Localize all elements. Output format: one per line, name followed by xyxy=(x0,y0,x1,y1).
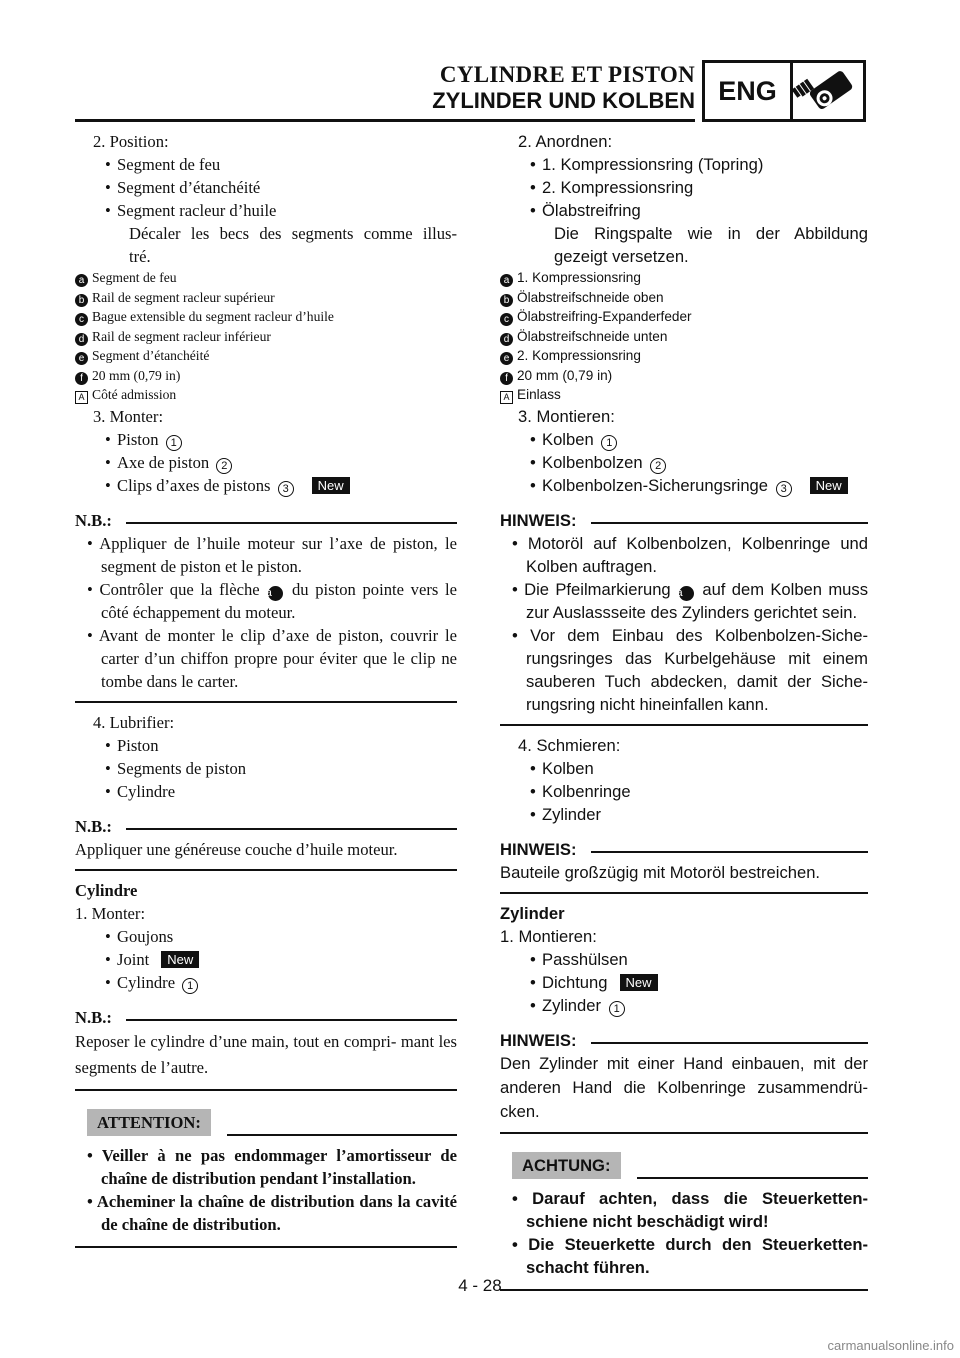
note-text: Die Pfeilmarkierung xyxy=(524,579,671,599)
legend-text: Côté admission xyxy=(92,387,177,402)
legend-text: Rail de segment racleur inférieur xyxy=(92,328,271,344)
fr-step4-title: 4. Lubrifier: xyxy=(93,712,175,732)
list-item: • Zylinder xyxy=(500,803,868,826)
list-item-text: Kolben xyxy=(542,429,594,449)
legend-item xyxy=(500,327,868,347)
note-label: HINWEIS: xyxy=(500,510,577,530)
list-item xyxy=(500,971,868,994)
list-item-text: Kolbenbolzen-Sicherungsringe xyxy=(542,475,769,495)
note-text: Motoröl auf Kolbenbolzen, Kolbenringe und Kolben auftragen. xyxy=(526,533,868,576)
list-item xyxy=(500,474,868,497)
list-item xyxy=(75,971,457,994)
legend-text: Bague extensible du segment racleur d’huile xyxy=(92,309,334,324)
list-item xyxy=(75,474,457,497)
legend-marker: b xyxy=(500,294,513,307)
callout-3: 3 xyxy=(776,481,792,497)
legend-text: 2. Kompressionsring xyxy=(517,348,641,363)
de-note-item: • Die Pfeilmarkierung a auf dem Kolben muss zur Auslassseite des Zylinders gerichtet sein. xyxy=(512,579,868,622)
note-label: N.B.: xyxy=(75,1007,112,1027)
list-item: • Ölabstreifring xyxy=(500,199,868,222)
legend-item xyxy=(75,327,457,347)
de-cyl-step1-title: 1. Montieren: xyxy=(500,926,597,946)
note-rule xyxy=(591,851,868,853)
legend-item xyxy=(75,346,457,366)
attention-rule xyxy=(227,1134,457,1136)
header-rule xyxy=(75,119,695,122)
header-title-de: ZYLINDER UND KOLBEN xyxy=(432,88,695,113)
list-item: • Cylindre xyxy=(75,780,457,803)
legend-marker: e xyxy=(500,352,513,365)
de-note-text: Den Zylinder mit einer Hand einbauen, mit der anderen Hand die Kolbenringe zusammendrü- cken. xyxy=(500,1053,868,1121)
de-attention-item: • Darauf achten, dass die Steuerketten- schiene nicht beschädigt wird! xyxy=(512,1188,869,1231)
fr-cyl-step1-title: 1. Monter: xyxy=(75,903,146,923)
section-label: ENG xyxy=(705,63,793,119)
note-text: Contrôler que la flèche xyxy=(99,579,260,599)
list-item xyxy=(75,428,457,451)
attention-text: Veiller à ne pas endommager l’amortisseur de chaîne de distribution pendant l’installation. xyxy=(101,1145,457,1188)
fr-legend xyxy=(75,268,457,405)
legend-item xyxy=(75,288,457,308)
legend-text: 20 mm (0,79 in) xyxy=(92,367,181,383)
list-item: • Piston xyxy=(75,734,457,757)
fr-attention-item: • Acheminer la chaîne de distribution dans la cavité de chaîne de distribution. xyxy=(87,1191,457,1234)
list-item: • Segment racleur d’huile xyxy=(75,199,457,222)
fr-attention-item: • Veiller à ne pas endommager l’amortisseur de chaîne de distribution pendant l’installation. xyxy=(87,1145,457,1188)
piston-icon xyxy=(793,63,863,119)
attention-text: Darauf achten, dass die Steuerketten- schiene nicht beschädigt wird! xyxy=(526,1188,869,1231)
de-note-item: • Motoröl auf Kolbenbolzen, Kolbenringe und Kolben auftragen. xyxy=(512,533,868,576)
de-legend xyxy=(500,268,868,405)
list-item xyxy=(75,948,457,971)
legend-text: Einlass xyxy=(517,387,561,402)
legend-item xyxy=(500,385,868,405)
header-title-fr: CYLINDRE ET PISTON xyxy=(439,62,695,87)
piston-icon-graphic xyxy=(793,63,863,119)
footer-watermark[interactable]: carmanualsonline.info xyxy=(827,1338,954,1353)
legend-item xyxy=(75,268,457,288)
legend-marker: a xyxy=(500,274,513,287)
list-item: • Segment de feu xyxy=(75,153,457,176)
note-label: HINWEIS: xyxy=(500,1030,577,1050)
legend-text: Segment d’étanchéité xyxy=(92,348,210,363)
list-item: • 1. Kompressionsring (Topring) xyxy=(500,153,868,176)
note-text: Vor dem Einbau des Kolbenbolzen-Siche- rungsringes das Kurbelgehäuse mit einem sauberen Tuch abdecken, damit der Siche- rungsring nicht hineinfallen kann. xyxy=(526,625,869,714)
attention-label: ACHTUNG: xyxy=(512,1152,621,1179)
legend-item xyxy=(75,307,457,327)
legend-item xyxy=(75,366,457,386)
callout-a: a xyxy=(679,586,694,601)
note-text: auf dem Kolben muss zur Auslassseite des Zylinders gerichtet sein. xyxy=(526,579,868,622)
note-text: Appliquer de l’huile moteur sur l’axe de piston, le segment de piston et le piston. xyxy=(99,533,457,576)
fr-attention-heading xyxy=(75,1109,457,1136)
de-attention-item: • Die Steuerkette durch den Steuerketten- schacht führen. xyxy=(512,1234,868,1277)
list-item: • Passhülsen xyxy=(500,948,868,971)
list-item xyxy=(75,451,457,474)
legend-item xyxy=(500,307,868,327)
list-item xyxy=(500,994,868,1017)
note-rule xyxy=(591,1042,868,1044)
note-end-rule xyxy=(500,1132,868,1134)
legend-item xyxy=(500,366,868,386)
legend-marker: c xyxy=(75,313,88,326)
callout-a: a xyxy=(268,586,283,601)
note-text: du piston pointe vers le côté échappement du moteur. xyxy=(101,579,457,622)
attention-text: Acheminer la chaîne de distribution dans la cavité de chaîne de distribution. xyxy=(96,1191,457,1234)
fr-note-heading xyxy=(75,1006,457,1029)
legend-text: Segment de feu xyxy=(92,270,177,285)
list-item: • Goujons xyxy=(75,925,457,948)
de-note-text: Bauteile großzügig mit Motoröl bestreichen. xyxy=(500,862,821,882)
callout-1: 1 xyxy=(182,978,198,994)
legend-marker: d xyxy=(75,333,88,346)
fr-step3-title: 3. Monter: xyxy=(93,406,164,426)
attention-text: Die Steuerkette durch den Steuerketten- schacht führen. xyxy=(526,1234,868,1277)
de-step3-title: 3. Montieren: xyxy=(518,406,615,426)
note-label: N.B.: xyxy=(75,510,112,530)
note-label: HINWEIS: xyxy=(500,839,577,859)
legend-marker: b xyxy=(75,294,88,307)
callout-2: 2 xyxy=(650,458,666,474)
legend-item xyxy=(500,268,868,288)
list-item-text: Joint xyxy=(117,949,150,969)
fr-step2-title: 2. Position: xyxy=(93,132,169,151)
list-item: • Kolben xyxy=(500,757,868,780)
list-item-text: Kolbenbolzen xyxy=(542,452,643,472)
new-badge: New xyxy=(161,951,199,968)
legend-text: Rail de segment racleur supérieur xyxy=(92,289,275,305)
de-note-heading xyxy=(500,838,868,861)
callout-3: 3 xyxy=(278,481,294,497)
attention-rule xyxy=(637,1177,869,1179)
callout-1: 1 xyxy=(601,435,617,451)
de-step2-title: 2. Anordnen: xyxy=(518,132,613,151)
fr-note-heading xyxy=(75,509,457,532)
legend-marker: f xyxy=(75,372,88,385)
de-cylinder-title: Zylinder xyxy=(500,903,565,923)
attention-end-rule xyxy=(75,1246,457,1248)
note-label: N.B.: xyxy=(75,816,112,836)
legend-text: Ölabstreifschneide unten xyxy=(517,328,668,344)
legend-text: Ölabstreifschneide oben xyxy=(517,289,664,305)
fr-note-text: Appliquer une généreuse couche d’huile moteur. xyxy=(75,839,398,859)
legend-marker: f xyxy=(500,372,513,385)
list-item xyxy=(500,451,868,474)
section-badge xyxy=(702,60,866,122)
legend-marker: c xyxy=(500,313,513,326)
list-item: • Segment d’étanchéité xyxy=(75,176,457,199)
legend-item xyxy=(75,385,457,405)
legend-text: Ölabstreifring-Expanderfeder xyxy=(517,309,692,324)
fr-note-item: • Contrôler que la flèche a du piston pointe vers le côté échappement du moteur. xyxy=(87,579,457,622)
callout-2: 2 xyxy=(216,458,232,474)
new-badge: New xyxy=(810,477,848,494)
list-item: • 2. Kompressionsring xyxy=(500,176,868,199)
note-rule xyxy=(126,1019,457,1021)
fr-cylinder-title: Cylindre xyxy=(75,880,138,900)
legend-text: 1. Kompressionsring xyxy=(517,270,641,285)
fr-note-text: Reposer le cylindre d’une main, tout en compri- mant les segments de l’autre. xyxy=(75,1031,457,1077)
fr-note-heading xyxy=(75,815,457,838)
legend-item xyxy=(500,346,868,366)
attention-label: ATTENTION: xyxy=(87,1109,211,1136)
list-item: • Kolbenringe xyxy=(500,780,868,803)
fr-note-item: • Appliquer de l’huile moteur sur l’axe de piston, le segment de piston et le piston. xyxy=(87,533,457,576)
legend-text: 20 mm (0,79 in) xyxy=(517,367,613,383)
note-text: Avant de monter le clip d’axe de piston, couvrir le carter d’un chiffon propre pour éviter que le clip ne tombe dans le carter. xyxy=(98,625,457,691)
de-note-heading xyxy=(500,509,868,532)
note-end-rule xyxy=(75,1089,457,1091)
list-item: • Segments de piston xyxy=(75,757,457,780)
column-german xyxy=(500,130,868,1291)
callout-1: 1 xyxy=(609,1001,625,1017)
note-rule xyxy=(126,522,457,524)
legend-marker: d xyxy=(500,333,513,346)
de-step2-note-cont: gezeigt versetzen. xyxy=(554,247,689,266)
legend-marker: A xyxy=(500,391,513,404)
legend-marker: a xyxy=(75,274,88,287)
legend-item xyxy=(500,288,868,308)
callout-1: 1 xyxy=(166,435,182,451)
fr-step2-note-cont: tré. xyxy=(129,247,151,266)
de-note-item: • Vor dem Einbau des Kolbenbolzen-Siche- rungsringes das Kurbelgehäuse mit einem sauberen Tuch abdecken, damit der Siche- rungsring nicht hineinfallen kann. xyxy=(512,625,869,714)
list-item-text: Clips d’axes de pistons xyxy=(117,475,271,495)
page-number: 4 - 28 xyxy=(458,1276,502,1295)
fr-note-item: • Avant de monter le clip d’axe de piston, couvrir le carter d’un chiffon propre pour éviter que le clip ne tombe dans le carter. xyxy=(87,625,457,691)
de-note-heading xyxy=(500,1029,868,1052)
new-badge: New xyxy=(620,974,658,991)
de-attention-heading xyxy=(500,1152,868,1179)
legend-marker: A xyxy=(75,391,88,404)
new-badge: New xyxy=(312,477,350,494)
list-item-text: Piston xyxy=(117,429,159,449)
note-rule xyxy=(126,828,457,830)
fr-step2-note: Décaler les becs des segments comme illus- xyxy=(129,224,457,243)
list-item-text: Cylindre xyxy=(117,972,176,992)
legend-marker: e xyxy=(75,352,88,365)
list-item-text: Axe de piston xyxy=(117,452,210,472)
column-french xyxy=(75,130,457,1248)
list-item-text: Zylinder xyxy=(542,995,602,1015)
de-step4-title: 4. Schmieren: xyxy=(518,735,621,755)
list-item xyxy=(500,428,868,451)
list-item-text: Dichtung xyxy=(542,972,608,992)
note-rule xyxy=(591,522,868,524)
de-step2-note: Die Ringspalte wie in der Abbildung xyxy=(554,224,868,243)
